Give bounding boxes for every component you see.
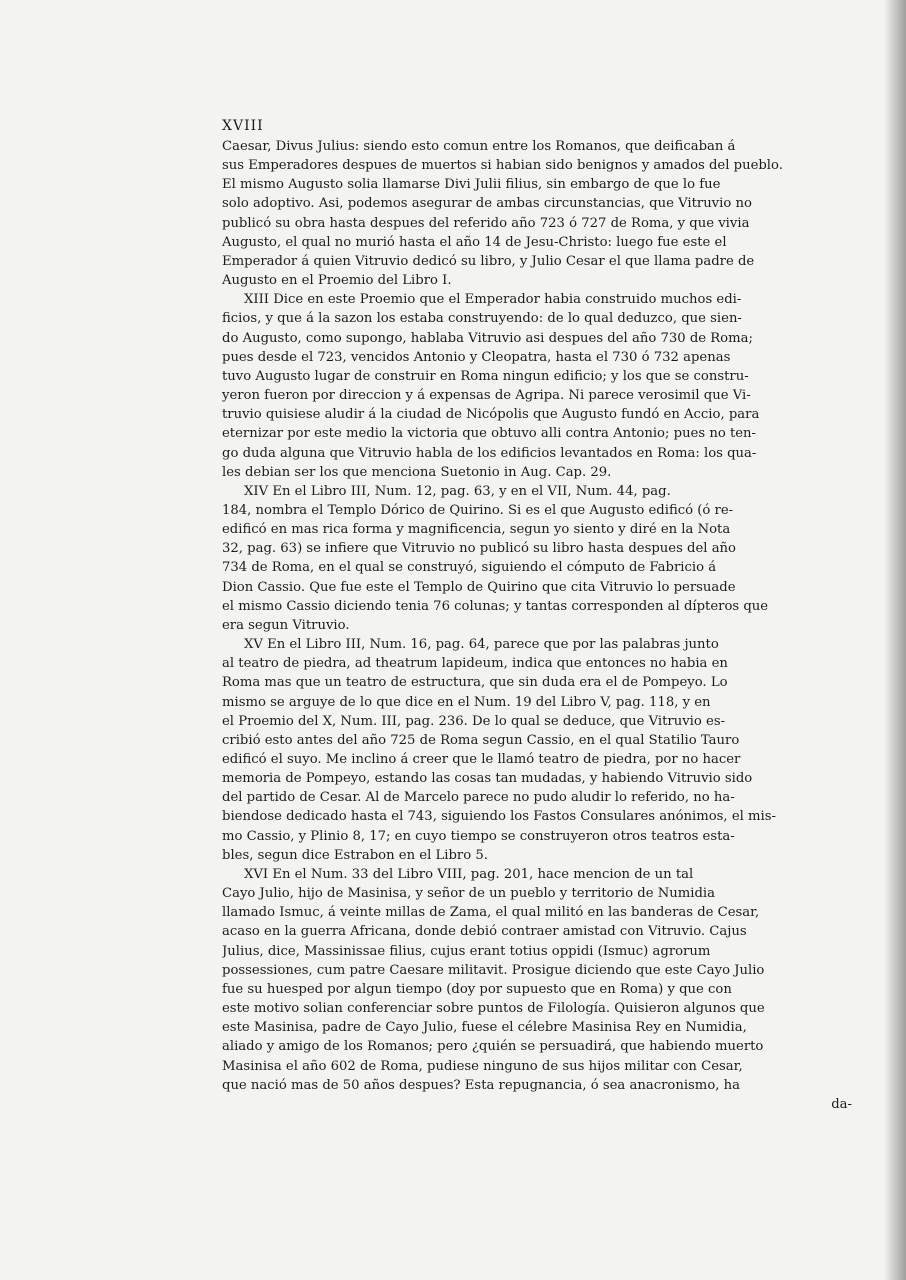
text-line: les debian ser los que menciona Suetonio in Aug. Cap. 29. [222,464,612,480]
paragraph-xiv-start: XIV En el Libro III, Num. 12, pag. 63, y en el VII, Num. 44, pag. [244,483,671,499]
text-line: Emperador á quien Vitruvio dedicó su libro, y Julio Cesar el que llama padre de [222,253,755,269]
text-line: go duda alguna que Vitruvio habla de los edificios levantados en Roma: los qua- [222,445,757,461]
text-line: del partido de Cesar. Al de Marcelo parece no pudo aludir lo referido, no ha- [222,790,735,806]
page-number: XVIII [222,118,264,134]
text-line: Augusto en el Proemio del Libro I. [222,273,452,289]
text-line: el mismo Cassio diciendo tenia 76 colunas; y tantas corresponden al dípteros que [222,598,769,614]
text-line: edificó el suyo. Me inclino á creer que le llamó teatro de piedra, por no hacer [222,752,741,767]
text-line: eternizar por este medio la victoria que obtuvo alli contra Antonio; pues no ten- [222,426,757,442]
text-line: acaso en la guerra Africana, donde debió contraer amistad con Vitruvio. Cajus [222,924,747,940]
text-line: este motivo solian conferenciar sobre puntos de Filología. Quisieron algunos que [222,1001,765,1017]
text-line: llamado Ismuc, á veinte millas de Zama, el qual militó en las banderas de Cesar, [222,905,760,921]
text-line: mo Cassio, y Plinio 8, 17; en cuyo tiempo se construyeron otros teatros esta- [222,828,735,844]
text-line: sus Emperadores despues de muertos si habian sido benignos y amados del pueblo. [222,158,783,174]
paragraph-xvi-start: XVI En el Num. 33 del Libro VIII, pag. 201, hace mencion de un tal [244,866,694,882]
page-edge-shadow [884,0,906,1280]
text-line: pues desde el 723, vencidos Antonio y Cleopatra, hasta el 730 ó 732 apenas [222,349,731,365]
text-line: Dion Cassio. Que fue este el Templo de Quirino que cita Vitruvio lo persuade [222,579,736,595]
text-line: Cayo Julio, hijo de Masinisa, y señor de un pueblo y territorio de Numidia [222,886,715,902]
text-line: el Proemio del X, Num. III, pag. 236. De lo qual se deduce, que Vitruvio es- [222,713,726,729]
text-line: cribió esto antes del año 725 de Roma segun Cassio, en el qual Statilio Tauro [222,732,740,748]
text-line: fue su huesped por algun tiempo (doy por supuesto que en Roma) y que con [222,981,732,997]
text-line: era segun Vitruvio. [222,617,350,633]
text-line: Caesar, Divus Julius: siendo esto comun entre los Romanos, que deificaban á [222,139,736,154]
body-text [222,137,852,1095]
text-line: aliado y amigo de los Romanos; pero ¿quién se persuadirá, que habiendo muerto [222,1039,764,1055]
text-line: Roma mas que un teatro de estructura, que sin duda era el de Pompeyo. Lo [222,675,728,691]
text-line: bles, segun dice Estrabon en el Libro 5. [222,847,488,863]
text-line: ficios, y que á la sazon los estaba construyendo: de lo qual deduzco, que sien- [222,311,742,327]
text-line: este Masinisa, padre de Cayo Julio, fuese el célebre Masinisa Rey en Numidia, [222,1020,747,1036]
paragraph-xiii-start: XIII Dice en este Proemio que el Emperador habia construido muchos edi- [244,292,742,308]
text-line: truvio quisiese aludir á la ciudad de Nicópolis que Augusto fundó en Accio, para [222,407,760,423]
catchword: da- [831,1096,852,1112]
text-line: solo adoptivo. Asi, podemos asegurar de ambas circunstancias, que Vitruvio no [222,196,752,212]
text-line: Masinisa el año 602 de Roma, pudiese ninguno de sus hijos militar con Cesar, [222,1058,743,1074]
text-line: Julius, dice, Massinissae filius, cujus erant totius oppidi (Ismuc) agrorum [222,943,711,959]
text-line: El mismo Augusto solia llamarse Divi Julii filius, sin embargo de que lo fue [222,177,721,193]
text-line: biendose dedicado hasta el 743, siguiendo los Fastos Consulares anónimos, el mis- [222,809,776,825]
text-line: 734 de Roma, en el qual se construyó, siguiendo el cómputo de Fabricio á [222,560,717,576]
text-line: 32, pag. 63) se infiere que Vitruvio no publicó su libro hasta despues del año [222,541,736,557]
text-line: possessiones, cum patre Caesare militavit. Prosigue diciendo que este Cayo Julio [222,962,765,978]
paragraph-xv-start: XV En el Libro III, Num. 16, pag. 64, parece que por las palabras junto [244,637,719,653]
text-line: memoria de Pompeyo, estando las cosas tan mudadas, y habiendo Vitruvio sido [222,771,753,787]
text-line: edificó en mas rica forma y magnificencia, segun yo siento y diré en la Nota [222,522,731,538]
text-line: do Augusto, como supongo, hablaba Vitruvio asi despues del año 730 de Roma; [222,330,753,346]
book-page [222,118,852,1114]
text-line: tuvo Augusto lugar de construir en Roma ningun edificio; y los que se constru- [222,368,749,384]
text-line: yeron fueron por direccion y á expensas de Agripa. Ni parece verosimil que Vi- [222,388,751,404]
text-line: que nació mas de 50 años despues? Esta repugnancia, ó sea anacronismo, ha [222,1077,740,1093]
text-line: Augusto, el qual no murió hasta el año 14 de Jesu-Christo: luego fue este el [222,234,727,250]
text-line: mismo se arguye de lo que dice en el Num. 19 del Libro V, pag. 118, y en [222,694,711,710]
text-line: 184, nombra el Templo Dórico de Quirino. Si es el que Augusto edificó (ó re- [222,502,734,518]
text-line: publicó su obra hasta despues del referido año 723 ó 727 de Roma, y que vivia [222,215,750,231]
text-line: al teatro de piedra, ad theatrum lapideum, indica que entonces no habia en [222,656,728,672]
